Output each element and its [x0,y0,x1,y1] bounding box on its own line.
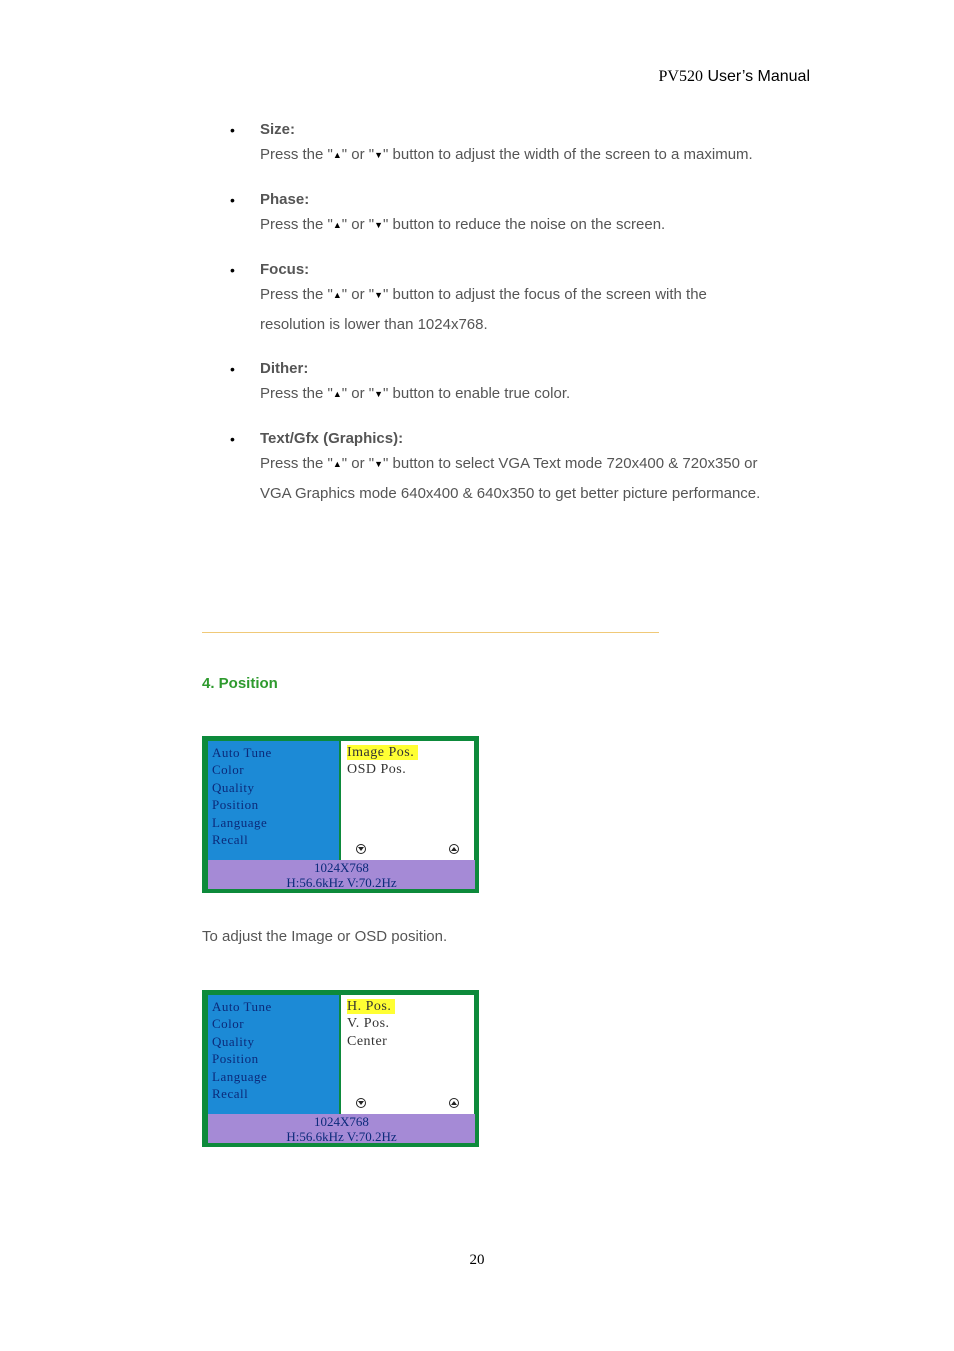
bullet-icon: • [230,192,235,208]
up-arrow-icon: ▲ [332,290,342,300]
osd-submenu-item-selected: Image Pos. [341,744,474,761]
item-description: Press the "▲" or "▼" button to reduce the noise on the screen. [260,216,666,233]
osd-submenu-item: OSD Pos. [347,762,407,778]
osd-menu-item: Position [212,797,259,813]
figure-caption: To adjust the Image or OSD position. [202,928,448,945]
osd-submenu [341,741,474,861]
item-description: Press the "▲" or "▼" button to enable true color. [260,385,571,402]
osd-menu-screenshot [202,736,479,893]
item-term: Focus: [260,261,310,278]
item-description: Press the "▲" or "▼" button to select VGA Text mode 720x400 & 720x350 or VGA Graphics mode 640x400 & 640x350 to get better picture performance. [260,455,761,502]
down-arrow-icon: ▼ [374,389,384,399]
osd-menu-item: Language [212,814,268,830]
osd-menu-item: Recall [212,832,249,848]
down-arrow-icon: ▼ [374,459,384,469]
bullet-icon: • [230,262,235,278]
page-number: 20 [469,1252,485,1268]
osd-main-menu [208,995,339,1115]
down-arrow-icon: ▼ [374,220,384,230]
bullet-icon: • [230,361,235,377]
item-term: Size: [260,121,296,138]
section-divider [202,632,659,633]
list-item [226,429,766,508]
model-name: PV520 [658,68,703,85]
osd-menu-item: Quality [212,1033,255,1049]
up-arrow-icon: ▲ [332,389,342,399]
osd-menu-item: Language [212,1068,268,1084]
list-item [226,260,766,339]
item-term: Text/Gfx (Graphics): [260,430,404,447]
page-header [659,68,810,86]
osd-menu-item: Position [212,1051,259,1067]
item-description: Press the "▲" or "▼" button to adjust the focus of the screen with the resolution is lower than 1024x768. [260,286,707,333]
up-arrow-icon: ▲ [332,459,342,469]
osd-resolution: 1024X768 [314,1114,369,1129]
down-arrow-icon: ▼ [374,150,384,160]
manual-title: User’s Manual [707,68,810,85]
osd-submenu-item: V. Pos. [347,1016,390,1032]
osd-resolution: 1024X768 [314,860,369,875]
list-item [226,359,766,409]
osd-menu-item: Quality [212,779,255,795]
osd-frequency: H:56.6kHz V:70.2Hz [286,1129,397,1144]
list-item [226,190,766,240]
osd-menu-item: Auto Tune [212,999,272,1014]
osd-main-menu [208,741,339,861]
osd-menu-item: Recall [212,1086,249,1102]
osd-menu-screenshot [202,990,479,1147]
osd-up-icon [449,844,459,854]
bullet-icon: • [230,431,235,447]
osd-status-bar [208,1114,475,1143]
osd-menu-item: Color [212,762,245,778]
osd-submenu-item: Center [347,1033,388,1049]
osd-status-bar [208,860,475,889]
osd-menu-item: Color [212,1016,245,1032]
section-title: 4. Position [202,675,278,692]
osd-submenu-item-selected: H. Pos. [341,998,474,1015]
down-arrow-icon: ▼ [374,290,384,300]
osd-down-icon [356,844,366,854]
osd-submenu [341,995,474,1115]
item-description: Press the "▲" or "▼" button to adjust the width of the screen to a maximum. [260,146,753,163]
item-term: Dither: [260,360,309,377]
up-arrow-icon: ▲ [332,220,342,230]
up-arrow-icon: ▲ [332,150,342,160]
list-item [226,120,766,170]
osd-menu-item: Auto Tune [212,745,272,760]
settings-list [226,120,766,528]
osd-down-icon [356,1098,366,1108]
osd-frequency: H:56.6kHz V:70.2Hz [286,875,397,890]
item-term: Phase: [260,191,310,208]
bullet-icon: • [230,122,235,138]
osd-up-icon [449,1098,459,1108]
